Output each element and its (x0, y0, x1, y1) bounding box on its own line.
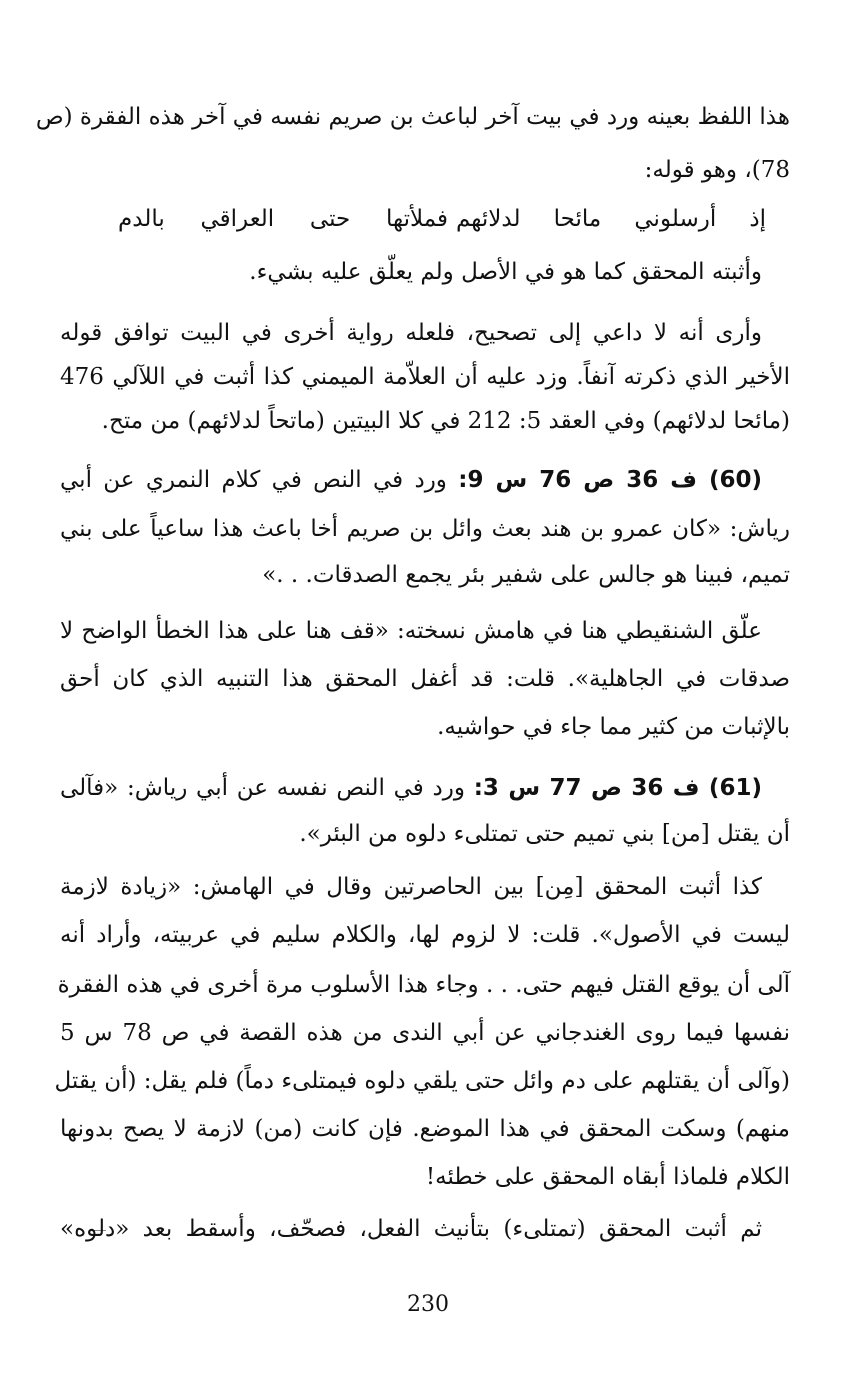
text-line: ثم أثبت المحقق (تمتلىء) بتأنيث الفعل، فصحّف، وأسقط بعد «دلوه» (60, 1216, 762, 1242)
text-line: رياش: «كان عمرو بن هند بعث وائل بن صريم أخا باعث هذا ساعياً على بني (60, 516, 790, 542)
text-line: هذا اللفظ بعينه ورد في بيت آخر لباعث بن صريم نفسه في آخر هذه الفقرة (ص (35, 104, 790, 130)
text-line: بالإثبات من كثير مما جاء في حواشيه. (437, 714, 790, 740)
page-number: 230 (407, 1292, 449, 1317)
entry-reference: (60) ف 36 ص 76 س 9: (458, 467, 762, 493)
text-line: وأرى أنه لا داعي إلى تصحيح، فلعله رواية أخرى في البيت توافق قوله (60, 320, 762, 346)
entry-text: ورد في النص في كلام النمري عن أبي (60, 467, 459, 493)
text-line: وأثبته المحقق كما هو في الأصل ولم يعلّق عليه بشيء. (249, 259, 762, 285)
text-line: علّق الشنقيطي هنا في هامش نسخته: «قف هنا على هذا الخطأ الواضح لا (60, 618, 762, 644)
text-line: آلى أن يوقع القتل فيهم حتى. . . وجاء هذا الأسلوب مرة أخرى في هذه الفقرة (57, 972, 790, 998)
text-line: أن يقتل [من] بني تميم حتى تمتلىء دلوه من البئر». (299, 821, 790, 847)
text-line: (مائحا لدلائهم) وفي العقد 5: 212 في كلا البيتين (ماتحاً لدلائهم) من متح. (101, 408, 790, 434)
entry-heading-line (60, 463, 790, 497)
text-line: نفسها فيما روى الغندجاني عن أبي الندى من هذه القصة في ص 78 س 5 (60, 1020, 791, 1046)
text-line: كذا أثبت المحقق [مِن] بين الحاصرتين وقال في الهامش: «زيادة لازمة (60, 874, 762, 900)
entry-reference: (61) ف 36 ص 77 س 3: (473, 775, 762, 801)
verse-first-hemistich: إذ أرسلوني مائحا لدلائهم (456, 206, 766, 232)
text-line: ليست في الأصول». قلت: لا لزوم لها، والكلام سليم في عربيته، وأراد أنه (60, 922, 790, 948)
text-line: الكلام فلماذا أبقاه المحقق على خطئه! (425, 1164, 790, 1190)
entry-text: ورد في النص نفسه عن أبي رياش: «فآلى (60, 775, 474, 801)
text-line: صدقات في الجاهلية». قلت: قد أغفل المحقق هذا التنبيه الذي كان أحق (60, 666, 790, 692)
text-line: منهم) وسكت المحقق في هذا الموضع. فإن كانت (من) لازمة لا يصح بدونها (60, 1116, 790, 1142)
entry-heading-line (60, 771, 790, 805)
text-line: 78)، وهو قوله: (644, 157, 790, 183)
verse-second-hemistich: فملأتها حتى العراقي بالدم (118, 206, 448, 232)
text-line: (وآلى أن يقتلهم على دم وائل حتى يلقي دلوه فيمتلىء دماً) فلم يقل: (أن يقتل (54, 1068, 790, 1094)
text-line: الأخير الذي ذكرته آنفاً. وزد عليه أن العلاّمة الميمني كذا أثبت في اللآلي 476 (60, 364, 790, 390)
text-line: تميم، فبينا هو جالس على شفير بئر يجمع الصدقات. . .» (262, 562, 790, 588)
